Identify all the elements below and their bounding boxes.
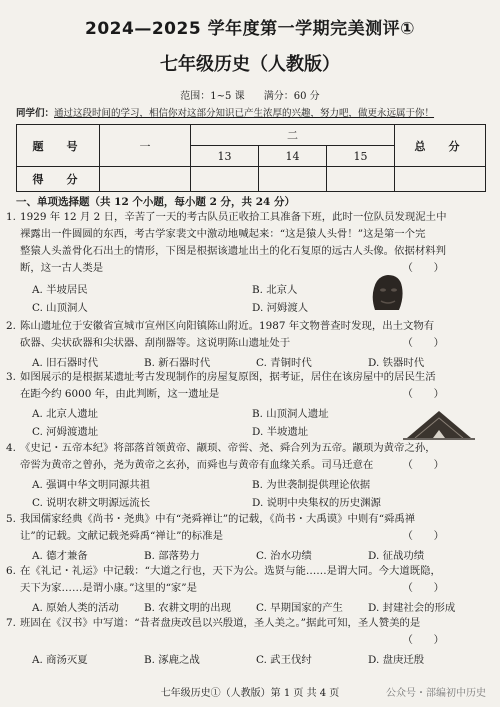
answer-paren[interactable]: （ ） [402,388,444,400]
sub-col-13: 13 [191,146,259,167]
sub-col-15: 15 [327,146,395,167]
options-5: A. 德才兼备 B. 部落势力 C. 治水功绩 D. 征战功绩 [32,550,425,562]
options-1-row1: A. 半坡居民 B. 北京人 [32,284,298,296]
options-1-row2: C. 山顶洞人 D. 河姆渡人 [32,302,309,314]
options-4-row2: C. 说明农耕文明源远流长 D. 说明中央集权的历史渊源 [32,497,381,509]
answer-paren[interactable]: （ ） [402,262,444,274]
sub-col-14: 14 [259,146,327,167]
options-6: A. 原始人类的活动 B. 农耕文明的出现 C. 早期国家的产生 D. 封建社会的形成 [32,602,456,614]
row-label-score: 得 分 [17,167,100,192]
options-7: A. 商汤灭夏 B. 涿鹿之战 C. 武王伐纣 D. 盘庚迁殷 [32,654,425,666]
question-5: 5. 我国儒家经典《尚书・尧典》中有“尧舜禅让”的记载，《尚书・大禹谟》中则有“舜禹禅 让”的记载。文献记载尧舜禹“禅让”的标准是 （ ） [20,511,484,545]
scope-text: 范围：1~5 课 [180,91,245,102]
full-score-text: 满分：60 分 [263,91,320,102]
row-label-question: 题 号 [17,125,100,167]
options-4-row1: A. 强调中华文明同源共祖 B. 为世袭制提供理论依据 [32,479,371,491]
question-6: 6. 在《礼记・礼运》中记载：“大道之行也，天下为公。选贤与能……是谓大同。今大道既隐， 天下为家……是谓小康。”这里的“家”是 （ ） [20,563,484,597]
watermark: 公众号・部编初中历史 [386,688,486,699]
score-cell-13[interactable] [191,167,259,192]
greeting-body: 通过这段时间的学习，相信你对这部分知识已产生浓厚的兴趣，努力吧，做更永远属于你！ [54,108,435,119]
exam-title: 2024—2025 学年度第一学期完美测评① [85,19,415,39]
ape-man-head-image [365,270,409,314]
answer-paren[interactable]: （ ） [402,459,444,471]
house-reconstruction-image [403,408,475,442]
answer-paren[interactable]: （ ） [402,634,444,646]
greeting-lead: 同学们： [16,108,55,119]
col-total: 总 分 [395,125,486,167]
exam-subtitle: 七年级历史（人教版） [160,54,340,75]
score-cell-one[interactable] [100,167,191,192]
score-cell-14[interactable] [259,167,327,192]
score-cell-15[interactable] [327,167,395,192]
score-table [16,124,486,192]
answer-paren[interactable]: （ ） [402,582,444,594]
answer-paren[interactable]: （ ） [402,530,444,542]
question-7: 7. 班固在《汉书》中写道：“昔者盘庚改邑以兴殷道，圣人美之。”据此可知，圣人赞美的是 （ ） [20,615,484,632]
question-2: 2. 陈山遗址位于安徽省宣城市宣州区向阳镇陈山附近。1987 年文物普查时发现，出土文物有 砍器、尖状砍器和尖状器、刮削器等。这说明陈山遗址处于 （ ） [20,318,484,352]
question-3: 3. 如图展示的是根据某遗址考古发现制作的房屋复原图，据考证，居住在该房屋中的居民生活 在距今约 6000 年，由此判断，这一遗址是 （ ） [20,369,484,403]
options-2: A. 旧石器时代 B. 新石器时代 C. 青铜时代 D. 铁器时代 [32,357,425,369]
page-footer: 七年级历史①（人教版）第 1 页 共 4 页 [160,688,340,699]
col-two: 二 [191,125,395,146]
col-one: 一 [100,125,191,167]
options-3-row1: A. 北京人遗址 B. 山顶洞人遗址 [32,408,329,420]
question-4: 4. 《史记・五帝本纪》将部落首领黄帝、颛顼、帝喾、尧、舜合列为五帝。颛顼为黄帝之孙， 帝喾为黄帝之曾孙，尧为黄帝之玄孙，而舜也与黄帝有血缘关系。司马迁意在 （ ） [20,440,484,474]
question-1: 1. 1929 年 12 月 2 日，辛苦了一天的考古队员正收拾工具准备下班，此时一位队员发现泥土中 裸露出一件圆圆的东西，考古学家裴文中激动地喊起来：“这是猿人头骨！”这是第一个完 整猿人头盖骨化石出土的情形，下图是根据该遗址出土的化石复原的远古人头像。依据材料判 断，这一古人类是 （ ） [20,209,484,277]
greeting [16,105,486,119]
answer-paren[interactable]: （ ） [402,337,444,349]
exam-meta [0,87,500,102]
section-heading: 一、单项选择题（共 12 个小题，每小题 2 分，共 24 分） [16,196,295,208]
score-cell-total[interactable] [395,167,486,192]
options-3-row2: C. 河姆渡遗址 D. 半坡遗址 [32,426,309,438]
